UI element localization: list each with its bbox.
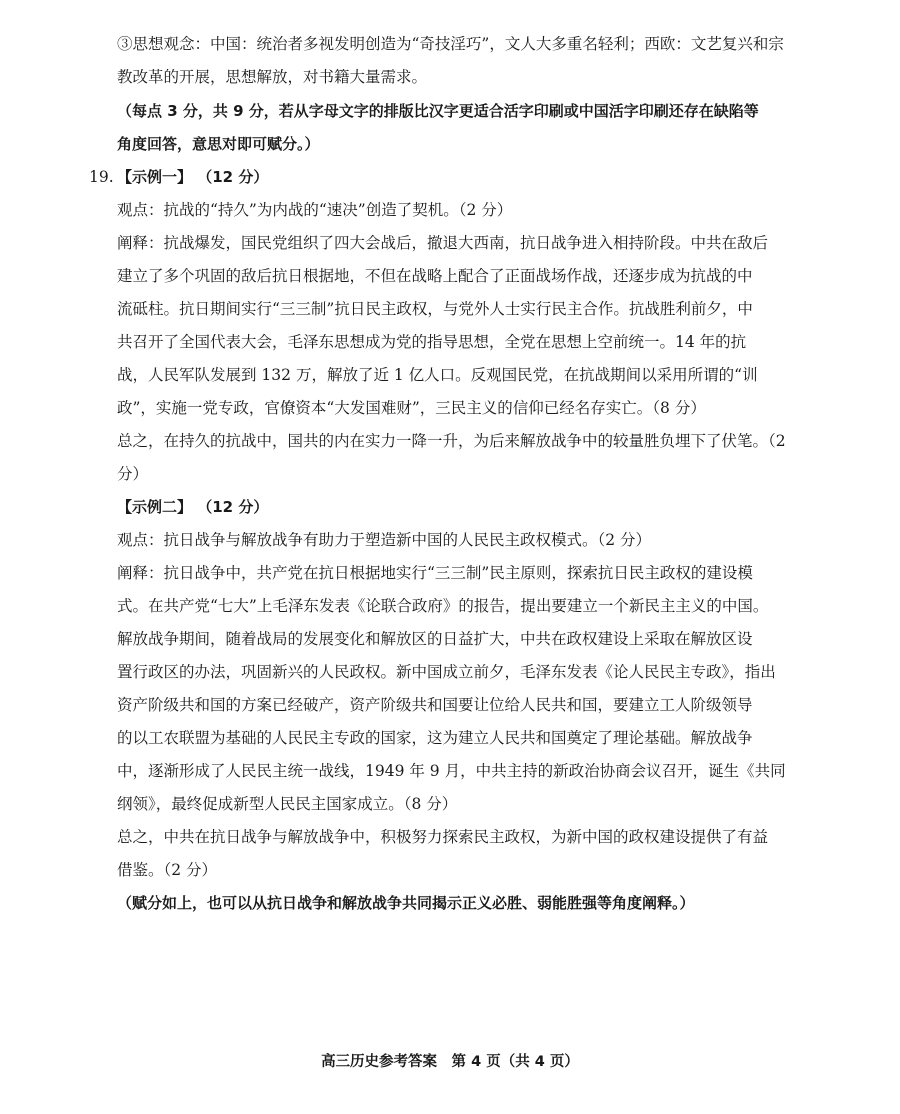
example1-conclusion-line: 总之，在持久的抗战中，国共的内在实力一降一升，为后来解放战争中的较量胜负埋下了伏笔。（2: [117, 432, 786, 450]
example1-explanation-line: 流砥柱。抗日期间实行“三三制”抗日民主政权，与党外人士实行民主合作。抗战胜利前夕，中: [117, 300, 753, 318]
example2-explanation-line: 资产阶级共和国的方案已经破产，资产阶级共和国要让位给人民共和国，要建立工人阶级领导: [117, 696, 753, 714]
scoring-note: （每点 3 分，共 9 分，若从字母文字的排版比汉字更适合活字印刷或中国活字印刷还存在缺陷等: [117, 102, 759, 120]
example1-heading: 【示例一】 （12 分）: [117, 168, 269, 186]
example2-explanation-line: 式。在共产党“七大”上毛泽东发表《论联合政府》的报告，提出要建立一个新民主主义的中国。: [117, 597, 769, 615]
scoring-note: 角度回答，意思对即可赋分。）: [117, 135, 320, 153]
example1-viewpoint: 观点：抗战的“持久”为内战的“速决”创造了契机。（2 分）: [117, 201, 513, 219]
example2-explanation-line: 解放战争期间，随着战局的发展变化和解放区的日益扩大，中共在政权建设上采取在解放区设: [117, 630, 753, 648]
example1-explanation-line: 政”，实施一党专政，官僚资本“大发国难财”，三民主义的信仰已经名存实亡。（8 分）: [117, 399, 706, 417]
example1-conclusion-line: 分）: [117, 465, 149, 483]
example2-explanation-line: 纲领》，最终促成新型人民民主国家成立。（8 分）: [117, 795, 458, 813]
page-footer: 高三历史参考答案 第 4 页（共 4 页）: [321, 1054, 579, 1070]
scoring-note: （赋分如上，也可以从抗日战争和解放战争共同揭示正义必胜、弱能胜强等角度阐释。）: [117, 894, 695, 912]
example2-explanation-line: 的以工农联盟为基础的人民民主专政的国家，这为建立人民共和国奠定了理论基础。解放战争: [117, 729, 753, 747]
example2-conclusion-line: 总之，中共在抗日战争与解放战争中，积极努力探索民主政权，为新中国的政权建设提供了有益: [117, 828, 769, 846]
example2-explanation-line: 中，逐渐形成了人民民主统一战线，1949 年 9 月，中共主持的新政治协商会议召开，诞生《共同: [117, 762, 786, 780]
text-line: ③思想观念：中国：统治者多视发明创造为“奇技淫巧”，文人大多重名轻利；西欧：文艺复兴和宗: [117, 35, 784, 53]
example2-explanation-line: 阐释：抗日战争中，共产党在抗日根据地实行“三三制”民主原则，探索抗日民主政权的建设模: [117, 564, 753, 582]
question-number: 19.: [89, 168, 114, 186]
example1-explanation-line: 建立了多个巩固的敌后抗日根据地，不但在战略上配合了正面战场作战，还逐步成为抗战的中: [117, 267, 753, 285]
example1-explanation-line: 共召开了全国代表大会，毛泽东思想成为党的指导思想，全党在思想上空前统一。14 年的抗: [117, 333, 747, 351]
example2-conclusion-line: 借鉴。（2 分）: [117, 861, 218, 879]
example1-explanation-line: 战，人民军队发展到 132 万，解放了近 1 亿人口。反观国民党，在抗战期间以采用所谓的“训: [117, 366, 758, 384]
example2-explanation-line: 置行政区的办法，巩固新兴的人民政权。新中国成立前夕，毛泽东发表《论人民民主专政》，指出: [117, 663, 776, 681]
example2-heading: 【示例二】 （12 分）: [117, 498, 269, 516]
example1-explanation-line: 阐释：抗战爆发，国民党组织了四大会战后，撤退大西南，抗日战争进入相持阶段。中共在敌后: [117, 234, 769, 252]
example2-viewpoint: 观点：抗日战争与解放战争有助力于塑造新中国的人民民主政权模式。（2 分）: [117, 531, 652, 549]
text-line: 教改革的开展，思想解放，对书籍大量需求。: [117, 68, 428, 86]
